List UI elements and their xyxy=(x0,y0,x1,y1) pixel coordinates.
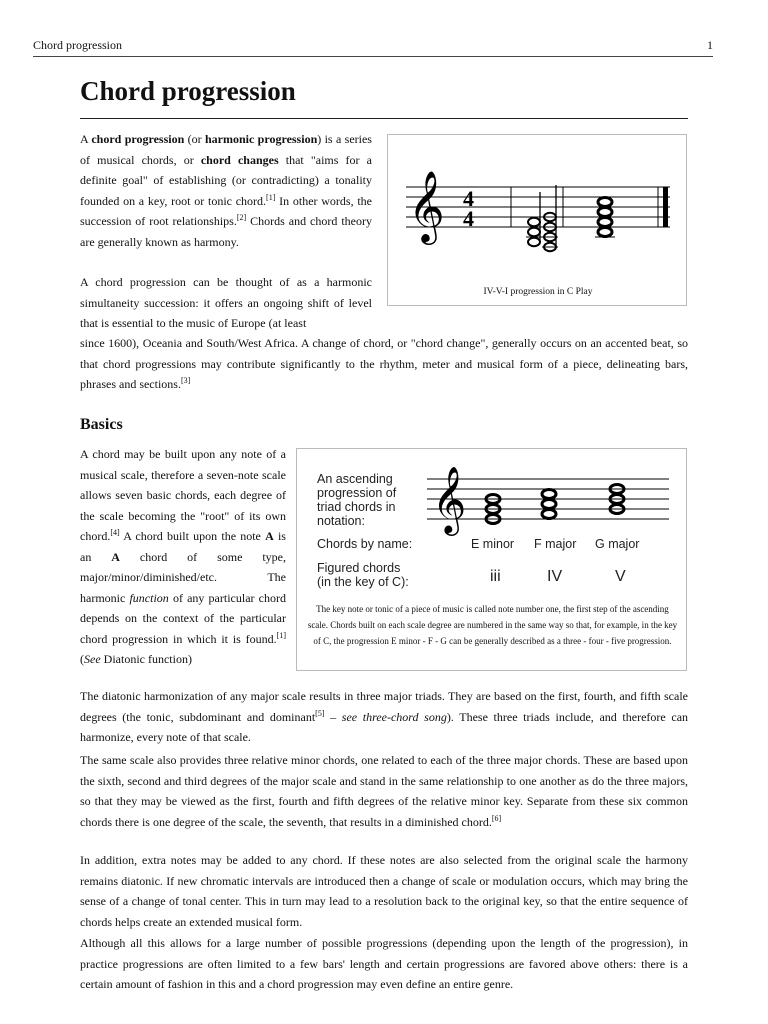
intro-paragraph-2b: since 1600), Oceania and South/West Africa. A change of chord, or "chord change", generally occurs on an accented beat, so that chord progressions may contribute significantly to the rhythm, meter and musical form of a piece, delineating bars, phrases and sections.[3] xyxy=(80,336,688,391)
figure-iv-v-i-progression xyxy=(387,134,687,306)
figure-2-caption: The key note or tonic of a piece of music is called note number one, the first step of the ascending scale. Chords built on each scale degree are numbered in the same way so that, for example, in the key of C, the progression E minor - F - G can be generally described as a three - four - five progression. xyxy=(307,604,678,646)
basics-paragraph-3: The same scale also provides three relative minor chords, one related to each of the three major chords. These are based upon the sixth, second and third degrees of the major scale and stand in the same relationship to one another as do the three majors, so that they may be viewed as the first, fourth and fifth degrees of the relative minor key. Separate from these six common chords there is one degree of the scale, the seventh, that results in a diminished chord.[6] xyxy=(80,753,688,829)
staff-notation-2 xyxy=(297,449,688,599)
staff-notation-1 xyxy=(388,135,688,285)
time-sig-bottom: 4 xyxy=(463,206,474,231)
fig2-label-line-3: triad chords in xyxy=(317,500,396,514)
basics-paragraph-1: A chord may be built upon any note of a musical scale, therefore a seven-note scale allows seven basic chords, each degree of the scale becoming the "root" of its own chord.[4] A chord built upon the note A is an A chord of some type, major/minor/diminished/etc. The harmonic function of any particular chord depends on the context of the particular chord progression in which it is found.[1] (See Diatonic function) xyxy=(80,447,286,666)
chord-name-1: E minor xyxy=(471,537,515,551)
chord-v xyxy=(542,185,558,251)
fig2-label-line-2: progression of xyxy=(317,486,397,500)
figure-1-caption: IV-V-I progression in C Play xyxy=(483,287,593,297)
fig2-label-line-1: An ascending xyxy=(317,472,393,486)
chord-figure-3: V xyxy=(615,568,626,585)
time-sig-top: 4 xyxy=(463,186,474,211)
chords-by-name-label: Chords by name: xyxy=(317,537,413,551)
treble-clef-icon: 𝄞 xyxy=(432,465,467,533)
title-rule xyxy=(80,118,688,119)
header-rule xyxy=(33,56,713,57)
treble-clef-icon: 𝄞 xyxy=(408,169,445,242)
chord-name-3: G major xyxy=(595,537,640,551)
chord-name-2: F major xyxy=(534,537,577,551)
figured-chords-label-1: Figured chords xyxy=(317,561,401,575)
chord-iv xyxy=(526,192,542,246)
intro-paragraph-2a: A chord progression can be thought of as a harmonic simultaneity succession: it offers an ongoing shift of level that is essential to the music of Europe (at least xyxy=(80,275,372,330)
page-number: 1 xyxy=(707,38,713,52)
chord-figure-2: IV xyxy=(547,568,563,585)
basics-paragraph-5: Although all this allows for a large number of possible progressions (depending upon the length of the progression), in practice progressions are often limited to a few bars' length and certain progressions are favored above others: there is a certain amount of fashion in this and a chord progression may even define an entire genre. xyxy=(80,936,688,991)
fig2-label-line-4: notation: xyxy=(317,514,365,528)
figure-ascending-triads xyxy=(296,448,687,671)
basics-paragraph-4: In addition, extra notes may be added to any chord. If these notes are also selected from the original scale the harmony remains diatonic. If new chromatic intervals are introduced then a change of scale or modulation occurs, which may bring the sense of a change of tonal center. This in turn may lead to a resolution back to the original key, so that the entire sequence of chords helps create an extended musical form. xyxy=(80,853,688,929)
figured-chords-label-2: (in the key of C): xyxy=(317,575,409,589)
section-heading-basics: Basics xyxy=(80,416,123,433)
chord-figure-1: iii xyxy=(490,568,501,585)
basics-paragraph-2: The diatonic harmonization of any major scale results in three major triads. They are based on the first, fourth, and fifth scale degrees (the tonic, subdominant and dominant[5] – see three-chord song). These three triads include, and therefore can harmonize, every note of that scale. xyxy=(80,689,689,744)
triad-f-major xyxy=(542,490,556,519)
running-title: Chord progression xyxy=(33,38,122,52)
intro-paragraph-1: A chord progression (or harmonic progression) is a series of musical chords, or chord changes that "aims for a definite goal" of establishing (or contradicting) a tonality founded on a key, root or tonic chord.[1] In other words, the succession of root relationships.[2] Chords and chord theory are generally known as harmony. xyxy=(80,132,373,249)
page-title: Chord progression xyxy=(80,76,296,106)
